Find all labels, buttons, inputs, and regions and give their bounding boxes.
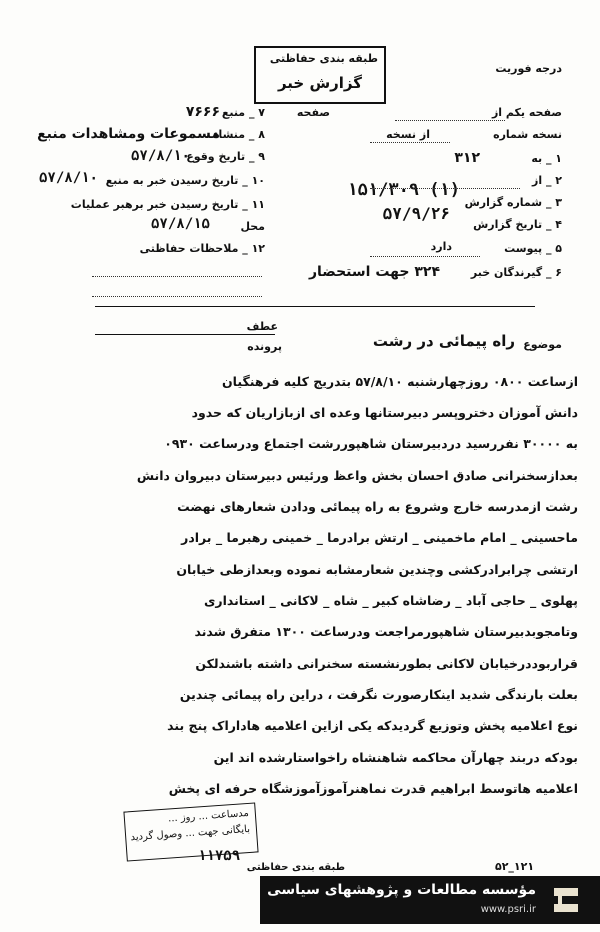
- form-code: ۵۲_۱۲۱: [495, 860, 535, 873]
- field-source-label: ۷ _ منبع: [221, 106, 265, 119]
- field-copy-label: نسخه شماره: [493, 128, 562, 141]
- field-to-label: ۱ _ به: [531, 152, 562, 165]
- field-copy-value: از نسخه: [386, 128, 430, 141]
- body-line: به ۳۰۰۰۰ نفررسید دردبیرستان شاهپوررشت اجتماع ودرساعت ۰۹۳۰: [164, 436, 578, 451]
- classification-stamp: [254, 46, 386, 104]
- field-report-date-label: ۴ _ تاریخ گزارش: [473, 218, 562, 231]
- body-line: بودکه دربند چهارآن محاکمه شاهنشاه راخواستارشده اند این: [213, 750, 578, 765]
- subject-value: راه پیمائی در رشت: [372, 332, 515, 350]
- body-line: بعلت بارندگی شدید اینکارصورت نگرفت ، دراین راه پیمائی چندین: [179, 687, 578, 702]
- bottom-classification: طبقه بندی حفاظتی: [246, 862, 345, 873]
- body-line: قراربوددرخیابان لاکانی بطورنشسته سخنرانی داشته باشندلکن: [195, 656, 578, 671]
- receipt-number: ۱۱۷۵۹: [198, 848, 241, 864]
- field-report-date-value: ۵۷/۹/۲۶: [382, 204, 450, 223]
- field-recipients-value: ۳۲۴ جهت استحضار: [308, 264, 440, 280]
- field-ops-date-label: ۱۱ _ تاریخ رسیدن خبر برهبر عملیات: [70, 198, 265, 211]
- field-event-date-value: ۵۷/۸/۱۰: [130, 148, 190, 164]
- field-from-label: ۲ _ از: [532, 174, 562, 187]
- field-source-value: ۷۶۶۶: [185, 104, 220, 120]
- field-recipients-label: ۶ _ گیرندگان خبر: [470, 266, 562, 279]
- body-line: دانش آموزان دختروپسر دبیرستانها وعده ای ازبازاریان که حدود: [191, 405, 578, 420]
- field-event-date-label: ۹ _ تاریخ وقوع: [186, 150, 265, 163]
- footer-org: مؤسسه مطالعات و پژوهشهای سیاسی: [267, 882, 536, 898]
- field-attachment-value: دارد: [430, 240, 452, 253]
- body-line: وتامجوبدبیرستان شاهپورمراجعت ودرساعت ۱۳۰۰ متفرق شدند: [194, 624, 578, 639]
- stamp-classification: طبقه بندی حفاظتی: [269, 52, 378, 65]
- field-origin-value: مسموعات ومشاهدات منبع: [37, 126, 220, 142]
- field-report-number-label: ۳ _ شماره گزارش: [464, 196, 562, 209]
- receipt-stamp-line1: مدساعت ... روز ...: [167, 807, 250, 825]
- field-page-value: صفحه: [296, 106, 330, 119]
- stamp-title: گزارش خبر: [277, 74, 362, 92]
- field-report-number-value: ۱۵۱/۳۰۹ (۱): [347, 180, 460, 200]
- body-line: ارتشی چرابرادرکشی وچندین شعارمشابه نموده وبعدازطی خیابان: [176, 562, 578, 577]
- urgency-label: درجه فوریت: [495, 62, 562, 75]
- body-line: اعلامیه هاتوسط ابراهیم قدرت نماهنرآموزآموزشگاه حرفه ای پخش: [168, 781, 578, 796]
- field-origin-label: ۸ _ منشاء: [212, 128, 265, 141]
- receipt-stamp-line2: بایگانی جهت ... وصول گردید: [130, 823, 251, 844]
- subject-label: موضوع: [523, 338, 562, 351]
- field-page-label: صفحه یکم از: [491, 106, 562, 119]
- field-place-label: محل: [240, 220, 265, 233]
- field-source-date-value: ۵۷/۸/۱۰: [38, 170, 98, 186]
- body-line: نوع اعلامیه پخش وتوزیع گردیدکه یکی ازاین اعلامیه هاداراک پنج بند: [167, 718, 578, 733]
- ref-atf-label: عطف: [246, 320, 278, 333]
- field-place-value: ۵۷/۸/۱۵: [150, 216, 210, 232]
- field-protection-notes-label: ۱۲ _ ملاحظات حفاظتی: [139, 242, 265, 255]
- footer-url[interactable]: www.psri.ir: [480, 904, 536, 915]
- psri-logo-icon: [546, 880, 586, 920]
- ref-file-label: پرونده: [247, 340, 282, 353]
- body-line: رشت ازمدرسه خارج وشروع به راه پیمائی ودادن شعارهای نهضت: [177, 499, 578, 514]
- field-to-value: ۳۱۲: [454, 150, 480, 166]
- body-line: ماحسینی _ امام ماخمینی _ ارتش برادرما _ خمینی رهبرما _ برادر: [181, 530, 578, 545]
- body-line: بعدازسخنرانی صادق احسان بخش واعظ ورئیس دبیرستان دبیروان دانش: [136, 468, 578, 483]
- body-line: پهلوی _ حاجی آباد _ رضاشاه کبیر _ شاه _ لاکانی _ استانداری: [203, 593, 578, 608]
- field-attachment-label: ۵ _ پیوست: [504, 242, 562, 255]
- field-source-date-label: ۱۰ _ تاریخ رسیدن خبر به منبع: [105, 174, 265, 187]
- body-line: ازساعت ۰۸۰۰ روزچهارشنبه ۵۷/۸/۱۰ بتدریج کلیه فرهنگیان: [221, 374, 578, 389]
